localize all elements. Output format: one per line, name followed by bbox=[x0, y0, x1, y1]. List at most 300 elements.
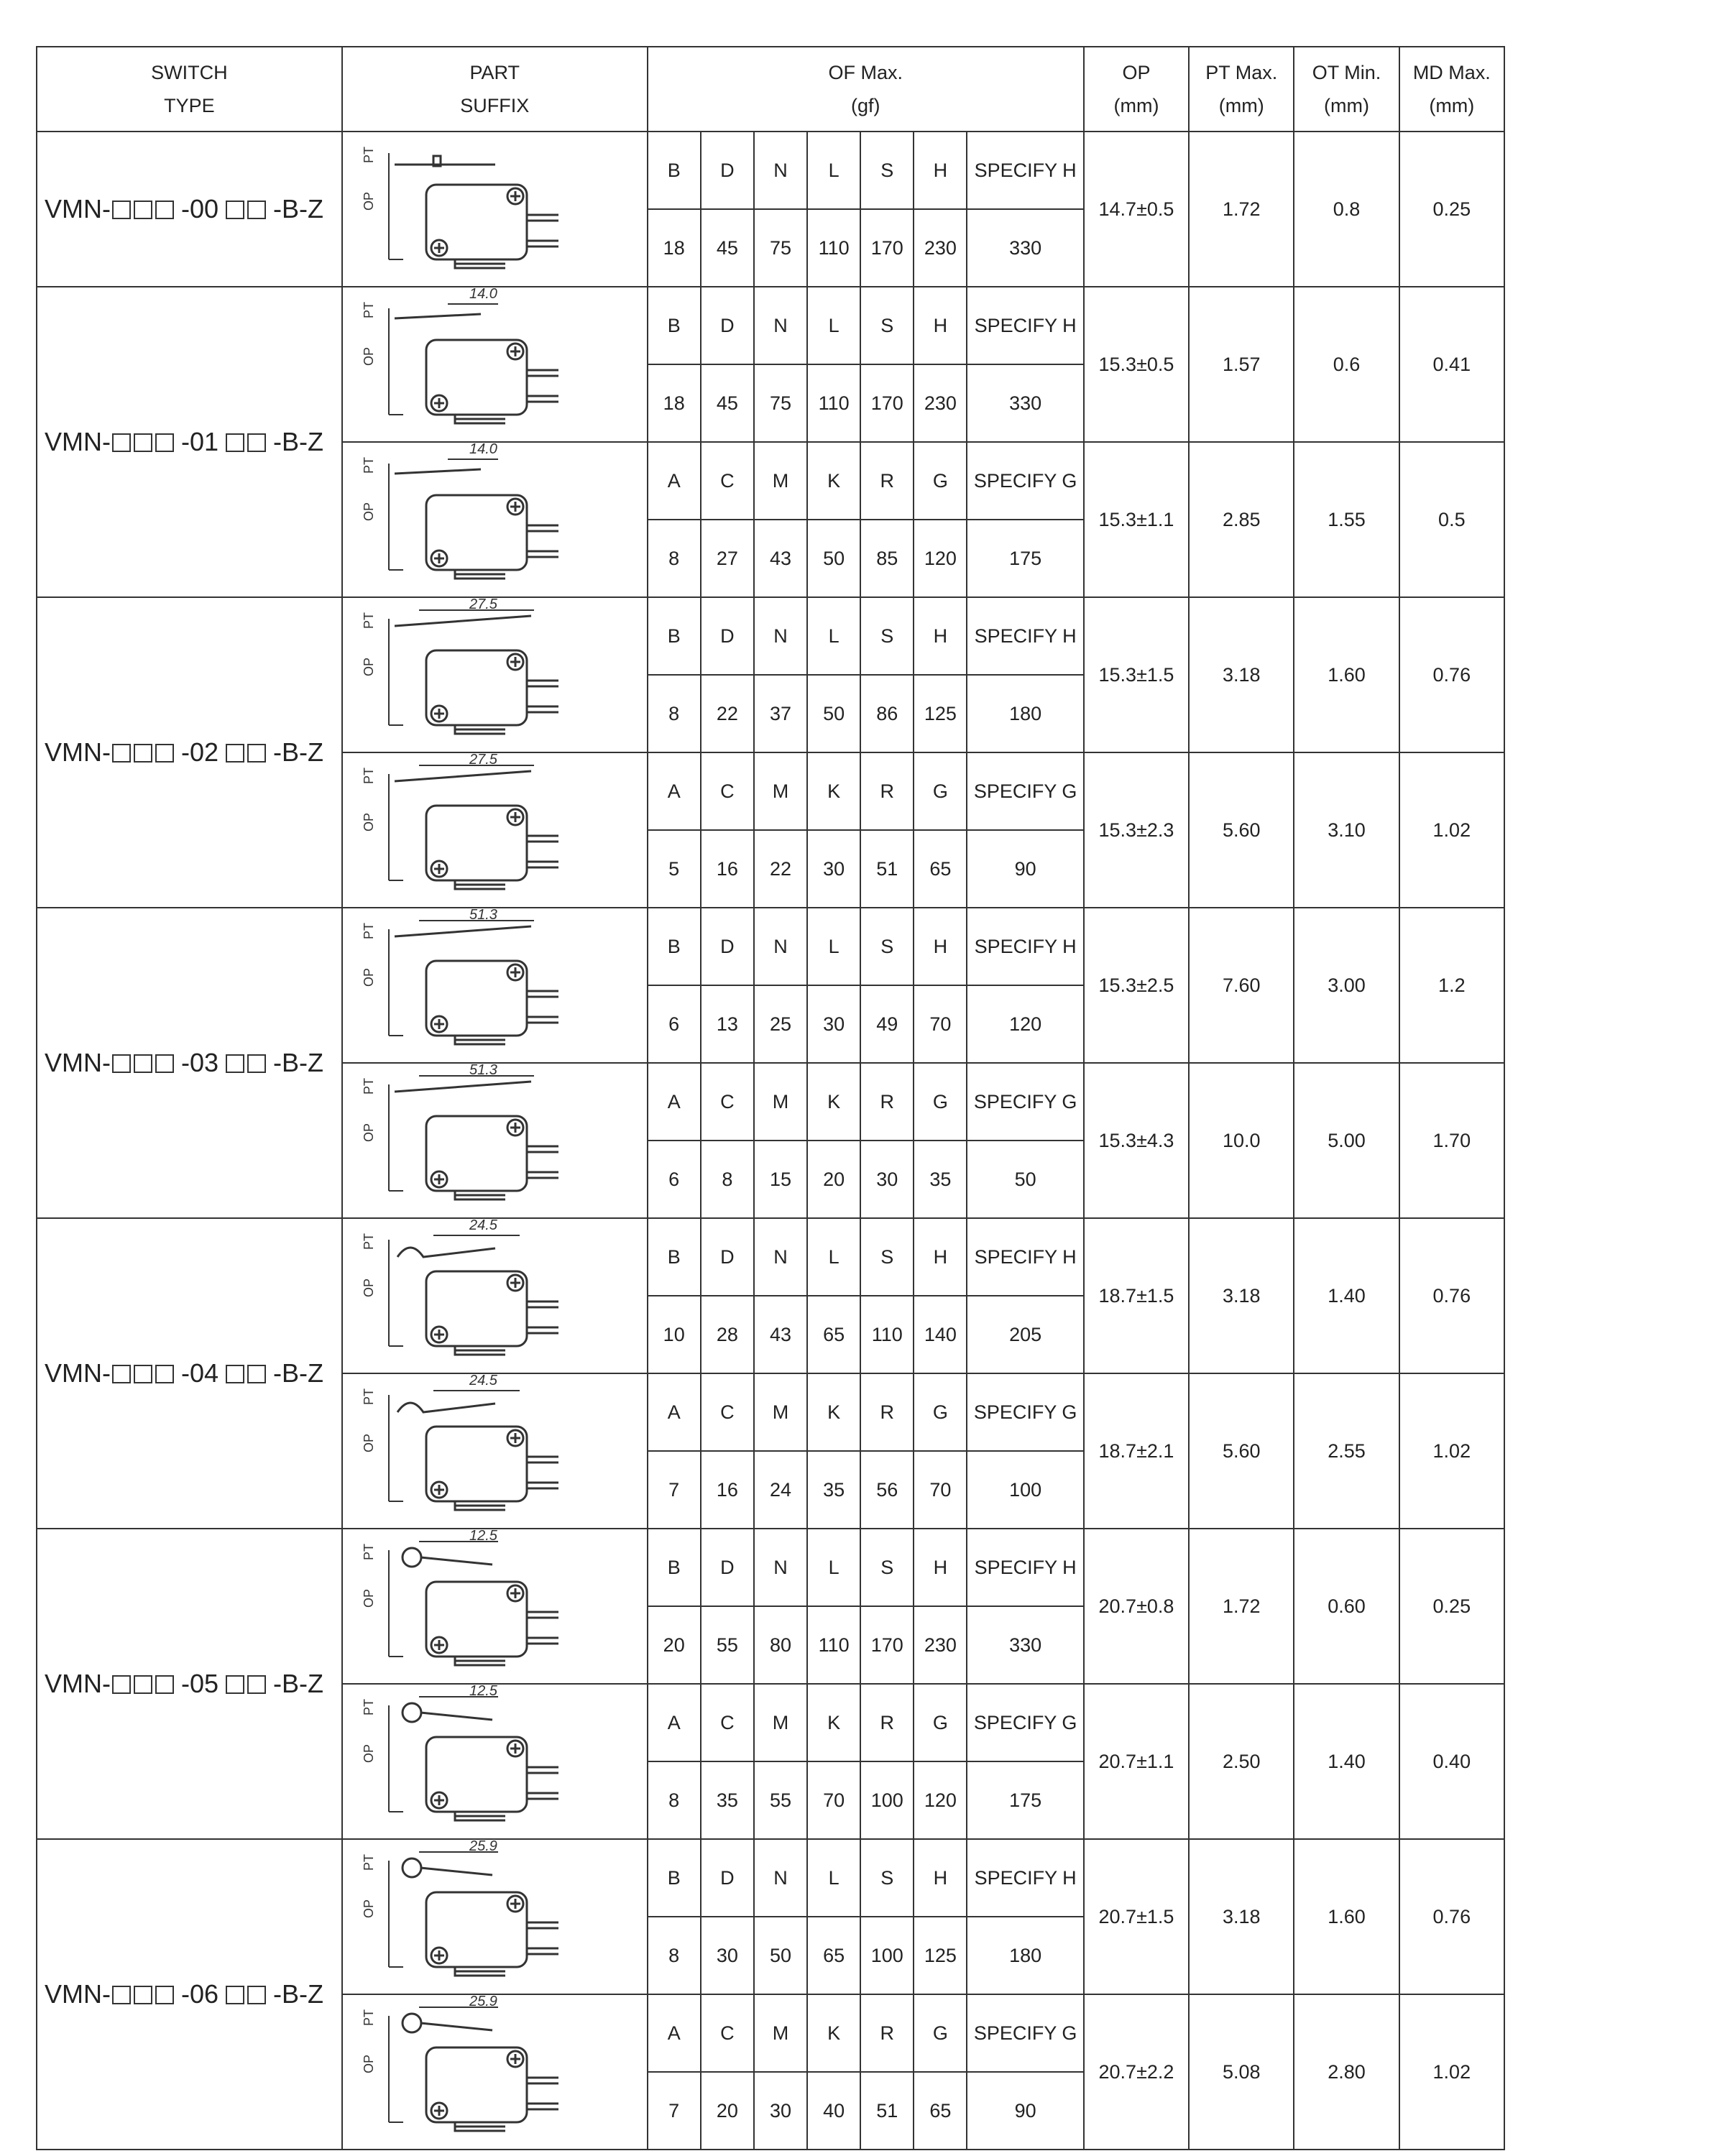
placeholder-box bbox=[226, 744, 244, 763]
placeholder-box bbox=[112, 201, 131, 219]
force-code-cell: M bbox=[754, 1994, 807, 2072]
header-ot-min: OT Min. (mm) bbox=[1294, 47, 1399, 132]
force-code-cell: B bbox=[648, 1218, 701, 1296]
type-code: -02 bbox=[181, 737, 219, 767]
force-value-cell: 30 bbox=[807, 985, 860, 1063]
pt-value-cell: 3.18 bbox=[1189, 1218, 1294, 1373]
switch-drawing bbox=[343, 909, 645, 1061]
pt-value-cell: 2.50 bbox=[1189, 1684, 1294, 1839]
force-value-cell: 49 bbox=[860, 985, 914, 1063]
force-code-cell: R bbox=[860, 1063, 914, 1141]
force-value-cell: 70 bbox=[807, 1761, 860, 1839]
part-drawing-cell bbox=[342, 597, 648, 752]
md-value-cell: 1.70 bbox=[1399, 1063, 1504, 1218]
force-code-cell: SPECIFY G bbox=[967, 1373, 1083, 1451]
force-value-cell: 18 bbox=[648, 209, 701, 287]
force-value-cell: 100 bbox=[860, 1761, 914, 1839]
force-value-cell: 7 bbox=[648, 2072, 701, 2150]
force-value-cell: 6 bbox=[648, 1141, 701, 1218]
force-code-cell: SPECIFY H bbox=[967, 597, 1083, 675]
op-dimension-label: OP bbox=[361, 967, 376, 987]
force-code-cell: SPECIFY H bbox=[967, 132, 1083, 209]
force-code-cell: G bbox=[914, 752, 967, 830]
force-value-cell: 30 bbox=[701, 1917, 754, 1994]
force-code-cell: L bbox=[807, 1529, 860, 1606]
force-code-cell: SPECIFY G bbox=[967, 1684, 1083, 1761]
force-value-cell: 110 bbox=[807, 209, 860, 287]
force-code-cell: D bbox=[701, 597, 754, 675]
force-code-cell: SPECIFY G bbox=[967, 752, 1083, 830]
md-value-cell: 0.76 bbox=[1399, 1839, 1504, 1994]
force-value-cell: 30 bbox=[754, 2072, 807, 2150]
lever-length-label: 12.5 bbox=[469, 1685, 497, 1699]
force-code-cell: H bbox=[914, 1529, 967, 1606]
part-drawing-cell bbox=[342, 442, 648, 597]
pt-value-cell: 1.57 bbox=[1189, 287, 1294, 442]
force-code-cell: A bbox=[648, 442, 701, 520]
force-value-cell: 110 bbox=[860, 1296, 914, 1373]
table-row bbox=[37, 132, 1504, 209]
force-code-cell: N bbox=[754, 1529, 807, 1606]
op-value-cell: 20.7±0.8 bbox=[1084, 1529, 1189, 1684]
pt-dimension-label: PT bbox=[361, 1543, 376, 1560]
op-value-cell: 18.7±2.1 bbox=[1084, 1373, 1189, 1529]
placeholder-box bbox=[226, 1365, 244, 1383]
force-code-cell: M bbox=[754, 752, 807, 830]
force-value-cell: 5 bbox=[648, 830, 701, 908]
force-value-cell: 45 bbox=[701, 364, 754, 442]
force-code-cell: SPECIFY G bbox=[967, 442, 1083, 520]
placeholder-box bbox=[247, 1365, 266, 1383]
lever-length-label: 27.5 bbox=[469, 754, 497, 768]
force-code-cell: K bbox=[807, 752, 860, 830]
force-code-cell: A bbox=[648, 1373, 701, 1451]
part-drawing-cell bbox=[342, 752, 648, 908]
force-code-cell: C bbox=[701, 1684, 754, 1761]
md-value-cell: 0.76 bbox=[1399, 597, 1504, 752]
lever-length-label: 51.3 bbox=[469, 909, 497, 923]
pt-dimension-label: PT bbox=[361, 1853, 376, 1871]
op-value-cell: 20.7±1.1 bbox=[1084, 1684, 1189, 1839]
force-code-cell: L bbox=[807, 132, 860, 209]
pt-dimension-label: PT bbox=[361, 146, 376, 163]
force-code-cell: SPECIFY H bbox=[967, 908, 1083, 985]
force-code-cell: B bbox=[648, 1839, 701, 1917]
pt-dimension-label: PT bbox=[361, 301, 376, 318]
force-value-cell: 35 bbox=[701, 1761, 754, 1839]
force-code-cell: A bbox=[648, 1684, 701, 1761]
part-drawing-cell bbox=[342, 1994, 648, 2150]
lever-length-label: 27.5 bbox=[469, 599, 497, 612]
type-suffix: -B-Z bbox=[273, 1358, 324, 1388]
op-value-cell: 14.7±0.5 bbox=[1084, 132, 1189, 287]
force-value-cell: 205 bbox=[967, 1296, 1083, 1373]
force-value-cell: 125 bbox=[914, 675, 967, 752]
force-code-cell: H bbox=[914, 287, 967, 364]
force-code-cell: B bbox=[648, 908, 701, 985]
force-code-cell: S bbox=[860, 1839, 914, 1917]
force-value-cell: 27 bbox=[701, 520, 754, 597]
op-value-cell: 20.7±1.5 bbox=[1084, 1839, 1189, 1994]
force-value-cell: 18 bbox=[648, 364, 701, 442]
op-dimension-label: OP bbox=[361, 1743, 376, 1763]
md-value-cell: 0.5 bbox=[1399, 442, 1504, 597]
force-code-cell: G bbox=[914, 1063, 967, 1141]
force-code-cell: G bbox=[914, 442, 967, 520]
force-code-cell: H bbox=[914, 1839, 967, 1917]
placeholder-box bbox=[134, 433, 152, 452]
force-value-cell: 120 bbox=[914, 1761, 967, 1839]
type-suffix: -B-Z bbox=[273, 194, 324, 224]
pt-dimension-label: PT bbox=[361, 1233, 376, 1250]
force-code-cell: S bbox=[860, 132, 914, 209]
op-value-cell: 20.7±2.2 bbox=[1084, 1994, 1189, 2150]
force-value-cell: 120 bbox=[967, 985, 1083, 1063]
force-code-cell: C bbox=[701, 1063, 754, 1141]
switch-type-cell bbox=[37, 597, 342, 908]
force-value-cell: 70 bbox=[914, 985, 967, 1063]
placeholder-box bbox=[247, 201, 266, 219]
type-prefix: VMN- bbox=[45, 1048, 111, 1077]
force-value-cell: 25 bbox=[754, 985, 807, 1063]
force-value-cell: 170 bbox=[860, 364, 914, 442]
switch-drawing bbox=[343, 754, 645, 906]
table-row bbox=[37, 597, 1504, 675]
type-code: -05 bbox=[181, 1669, 219, 1698]
op-dimension-label: OP bbox=[361, 1899, 376, 1918]
part-drawing-cell bbox=[342, 1839, 648, 1994]
force-code-cell: K bbox=[807, 1684, 860, 1761]
force-code-cell: C bbox=[701, 1994, 754, 2072]
placeholder-box bbox=[155, 1675, 174, 1694]
header-switch-type: SWITCH TYPE bbox=[37, 47, 342, 132]
placeholder-box bbox=[134, 744, 152, 763]
force-value-cell: 8 bbox=[648, 1761, 701, 1839]
placeholder-box bbox=[112, 1365, 131, 1383]
force-value-cell: 330 bbox=[967, 1606, 1083, 1684]
force-code-cell: M bbox=[754, 442, 807, 520]
force-code-cell: G bbox=[914, 1373, 967, 1451]
op-dimension-label: OP bbox=[361, 191, 376, 211]
force-code-cell: N bbox=[754, 597, 807, 675]
switch-type-cell bbox=[37, 1839, 342, 2150]
force-code-cell: L bbox=[807, 597, 860, 675]
switch-drawing bbox=[343, 443, 645, 596]
ot-value-cell: 1.40 bbox=[1294, 1684, 1399, 1839]
force-code-cell: SPECIFY H bbox=[967, 1839, 1083, 1917]
placeholder-box bbox=[247, 1675, 266, 1694]
pt-dimension-label: PT bbox=[361, 2009, 376, 2026]
switch-type-cell bbox=[37, 287, 342, 597]
type-suffix: -B-Z bbox=[273, 737, 324, 767]
force-code-cell: S bbox=[860, 1218, 914, 1296]
force-value-cell: 65 bbox=[914, 2072, 967, 2150]
placeholder-box bbox=[134, 1365, 152, 1383]
force-value-cell: 22 bbox=[754, 830, 807, 908]
spec-body bbox=[37, 132, 1504, 2150]
md-value-cell: 1.02 bbox=[1399, 1994, 1504, 2150]
force-value-cell: 35 bbox=[914, 1141, 967, 1218]
placeholder-box bbox=[134, 201, 152, 219]
force-code-cell: C bbox=[701, 442, 754, 520]
force-code-cell: D bbox=[701, 1218, 754, 1296]
switch-drawing bbox=[343, 1375, 645, 1527]
force-code-cell: SPECIFY G bbox=[967, 1063, 1083, 1141]
force-code-cell: R bbox=[860, 752, 914, 830]
force-value-cell: 80 bbox=[754, 1606, 807, 1684]
pt-value-cell: 1.72 bbox=[1189, 132, 1294, 287]
force-code-cell: S bbox=[860, 1529, 914, 1606]
ot-value-cell: 1.60 bbox=[1294, 597, 1399, 752]
force-value-cell: 85 bbox=[860, 520, 914, 597]
force-code-cell: L bbox=[807, 908, 860, 985]
pt-value-cell: 3.18 bbox=[1189, 1839, 1294, 1994]
force-value-cell: 330 bbox=[967, 364, 1083, 442]
lever-length-label: 24.5 bbox=[469, 1375, 497, 1388]
force-value-cell: 230 bbox=[914, 209, 967, 287]
force-value-cell: 37 bbox=[754, 675, 807, 752]
switch-drawing bbox=[343, 1996, 645, 2148]
force-value-cell: 20 bbox=[648, 1606, 701, 1684]
force-value-cell: 51 bbox=[860, 830, 914, 908]
type-prefix: VMN- bbox=[45, 1979, 111, 2009]
force-code-cell: S bbox=[860, 597, 914, 675]
force-code-cell: N bbox=[754, 1839, 807, 1917]
force-value-cell: 50 bbox=[967, 1141, 1083, 1218]
force-value-cell: 100 bbox=[860, 1917, 914, 1994]
placeholder-box bbox=[247, 1986, 266, 2004]
lever-length-label: 12.5 bbox=[469, 1530, 497, 1544]
pt-value-cell: 5.60 bbox=[1189, 1373, 1294, 1529]
force-code-cell: N bbox=[754, 287, 807, 364]
placeholder-box bbox=[112, 433, 131, 452]
pt-value-cell: 2.85 bbox=[1189, 442, 1294, 597]
switch-drawing bbox=[343, 1220, 645, 1372]
force-code-cell: D bbox=[701, 287, 754, 364]
force-code-cell: A bbox=[648, 752, 701, 830]
op-dimension-label: OP bbox=[361, 2054, 376, 2073]
type-code: -04 bbox=[181, 1358, 219, 1388]
op-value-cell: 15.3±2.5 bbox=[1084, 908, 1189, 1063]
pt-value-cell: 10.0 bbox=[1189, 1063, 1294, 1218]
md-value-cell: 0.40 bbox=[1399, 1684, 1504, 1839]
placeholder-box bbox=[226, 1986, 244, 2004]
force-value-cell: 7 bbox=[648, 1451, 701, 1529]
op-value-cell: 15.3±1.1 bbox=[1084, 442, 1189, 597]
force-value-cell: 8 bbox=[701, 1141, 754, 1218]
force-value-cell: 120 bbox=[914, 520, 967, 597]
force-code-cell: B bbox=[648, 1529, 701, 1606]
part-drawing-cell bbox=[342, 287, 648, 442]
force-value-cell: 90 bbox=[967, 830, 1083, 908]
switch-spec-table bbox=[36, 46, 1505, 2150]
pt-dimension-label: PT bbox=[361, 1388, 376, 1405]
force-code-cell: SPECIFY H bbox=[967, 1529, 1083, 1606]
op-dimension-label: OP bbox=[361, 812, 376, 831]
force-value-cell: 30 bbox=[860, 1141, 914, 1218]
force-value-cell: 65 bbox=[914, 830, 967, 908]
ot-value-cell: 5.00 bbox=[1294, 1063, 1399, 1218]
force-code-cell: B bbox=[648, 597, 701, 675]
ot-value-cell: 3.10 bbox=[1294, 752, 1399, 908]
switch-type-cell bbox=[37, 1218, 342, 1529]
pt-dimension-label: PT bbox=[361, 1077, 376, 1095]
force-value-cell: 8 bbox=[648, 675, 701, 752]
force-value-cell: 75 bbox=[754, 209, 807, 287]
header-pt-max: PT Max. (mm) bbox=[1189, 47, 1294, 132]
force-value-cell: 330 bbox=[967, 209, 1083, 287]
force-value-cell: 24 bbox=[754, 1451, 807, 1529]
force-code-cell: G bbox=[914, 1684, 967, 1761]
type-code: -00 bbox=[181, 194, 219, 224]
switch-drawing bbox=[343, 133, 645, 285]
placeholder-box bbox=[112, 1054, 131, 1073]
part-drawing-cell bbox=[342, 1684, 648, 1839]
force-code-cell: B bbox=[648, 287, 701, 364]
force-code-cell: S bbox=[860, 287, 914, 364]
force-value-cell: 50 bbox=[807, 520, 860, 597]
force-code-cell: M bbox=[754, 1684, 807, 1761]
op-value-cell: 15.3±0.5 bbox=[1084, 287, 1189, 442]
ot-value-cell: 2.55 bbox=[1294, 1373, 1399, 1529]
placeholder-box bbox=[247, 744, 266, 763]
force-code-cell: D bbox=[701, 1529, 754, 1606]
placeholder-box bbox=[112, 1986, 131, 2004]
placeholder-box bbox=[155, 1054, 174, 1073]
force-value-cell: 65 bbox=[807, 1296, 860, 1373]
md-value-cell: 0.25 bbox=[1399, 1529, 1504, 1684]
force-code-cell: R bbox=[860, 442, 914, 520]
force-code-cell: K bbox=[807, 442, 860, 520]
lever-length-label: 25.9 bbox=[469, 1841, 497, 1854]
op-dimension-label: OP bbox=[361, 346, 376, 366]
table-row bbox=[37, 1839, 1504, 1917]
placeholder-box bbox=[226, 1675, 244, 1694]
ot-value-cell: 0.8 bbox=[1294, 132, 1399, 287]
force-value-cell: 90 bbox=[967, 2072, 1083, 2150]
force-value-cell: 170 bbox=[860, 209, 914, 287]
lever-length-label: 24.5 bbox=[469, 1220, 497, 1233]
force-code-cell: L bbox=[807, 287, 860, 364]
force-value-cell: 180 bbox=[967, 1917, 1083, 1994]
force-code-cell: S bbox=[860, 908, 914, 985]
placeholder-box bbox=[155, 1986, 174, 2004]
placeholder-box bbox=[226, 433, 244, 452]
placeholder-box bbox=[226, 1054, 244, 1073]
ot-value-cell: 1.55 bbox=[1294, 442, 1399, 597]
force-value-cell: 20 bbox=[807, 1141, 860, 1218]
force-value-cell: 170 bbox=[860, 1606, 914, 1684]
table-row bbox=[37, 908, 1504, 985]
force-value-cell: 51 bbox=[860, 2072, 914, 2150]
placeholder-box bbox=[226, 201, 244, 219]
lever-length-label: 14.0 bbox=[469, 288, 497, 302]
force-value-cell: 35 bbox=[807, 1451, 860, 1529]
force-value-cell: 45 bbox=[701, 209, 754, 287]
switch-drawing bbox=[343, 288, 645, 441]
pt-dimension-label: PT bbox=[361, 1698, 376, 1715]
force-value-cell: 16 bbox=[701, 830, 754, 908]
force-value-cell: 6 bbox=[648, 985, 701, 1063]
header-md-max: MD Max. (mm) bbox=[1399, 47, 1504, 132]
type-code: -01 bbox=[181, 427, 219, 456]
force-code-cell: G bbox=[914, 1994, 967, 2072]
pt-value-cell: 7.60 bbox=[1189, 908, 1294, 1063]
force-code-cell: SPECIFY H bbox=[967, 1218, 1083, 1296]
switch-drawing bbox=[343, 599, 645, 751]
pt-dimension-label: PT bbox=[361, 767, 376, 784]
pt-dimension-label: PT bbox=[361, 456, 376, 474]
force-code-cell: K bbox=[807, 1063, 860, 1141]
ot-value-cell: 1.40 bbox=[1294, 1218, 1399, 1373]
force-code-cell: H bbox=[914, 132, 967, 209]
force-value-cell: 140 bbox=[914, 1296, 967, 1373]
pt-value-cell: 5.08 bbox=[1189, 1994, 1294, 2150]
header-row bbox=[37, 47, 1504, 132]
force-code-cell: M bbox=[754, 1063, 807, 1141]
type-code: -03 bbox=[181, 1048, 219, 1077]
force-value-cell: 56 bbox=[860, 1451, 914, 1529]
force-code-cell: D bbox=[701, 908, 754, 985]
force-code-cell: A bbox=[648, 1063, 701, 1141]
force-value-cell: 110 bbox=[807, 1606, 860, 1684]
ot-value-cell: 0.6 bbox=[1294, 287, 1399, 442]
part-drawing-cell bbox=[342, 132, 648, 287]
md-value-cell: 1.2 bbox=[1399, 908, 1504, 1063]
header-part-suffix: PART SUFFIX bbox=[342, 47, 648, 132]
op-dimension-label: OP bbox=[361, 657, 376, 676]
force-value-cell: 70 bbox=[914, 1451, 967, 1529]
force-value-cell: 86 bbox=[860, 675, 914, 752]
force-code-cell: D bbox=[701, 132, 754, 209]
op-dimension-label: OP bbox=[361, 502, 376, 521]
force-value-cell: 15 bbox=[754, 1141, 807, 1218]
force-code-cell: L bbox=[807, 1218, 860, 1296]
force-code-cell: R bbox=[860, 1373, 914, 1451]
type-suffix: -B-Z bbox=[273, 427, 324, 456]
md-value-cell: 0.41 bbox=[1399, 287, 1504, 442]
placeholder-box bbox=[112, 1675, 131, 1694]
force-value-cell: 28 bbox=[701, 1296, 754, 1373]
pt-value-cell: 5.60 bbox=[1189, 752, 1294, 908]
force-value-cell: 55 bbox=[701, 1606, 754, 1684]
force-code-cell: R bbox=[860, 1684, 914, 1761]
force-code-cell: C bbox=[701, 752, 754, 830]
force-value-cell: 110 bbox=[807, 364, 860, 442]
force-value-cell: 75 bbox=[754, 364, 807, 442]
op-dimension-label: OP bbox=[361, 1433, 376, 1452]
switch-type-cell bbox=[37, 1529, 342, 1839]
md-value-cell: 1.02 bbox=[1399, 1373, 1504, 1529]
part-drawing-cell bbox=[342, 1218, 648, 1373]
force-value-cell: 13 bbox=[701, 985, 754, 1063]
md-value-cell: 0.76 bbox=[1399, 1218, 1504, 1373]
placeholder-box bbox=[134, 1054, 152, 1073]
op-dimension-label: OP bbox=[361, 1123, 376, 1142]
force-code-cell: B bbox=[648, 132, 701, 209]
force-code-cell: A bbox=[648, 1994, 701, 2072]
force-code-cell: R bbox=[860, 1994, 914, 2072]
force-code-cell: M bbox=[754, 1373, 807, 1451]
placeholder-box bbox=[155, 744, 174, 763]
switch-drawing bbox=[343, 1685, 645, 1838]
op-dimension-label: OP bbox=[361, 1588, 376, 1608]
placeholder-box bbox=[155, 201, 174, 219]
part-drawing-cell bbox=[342, 908, 648, 1063]
placeholder-box bbox=[134, 1675, 152, 1694]
force-code-cell: D bbox=[701, 1839, 754, 1917]
type-suffix: -B-Z bbox=[273, 1979, 324, 2009]
